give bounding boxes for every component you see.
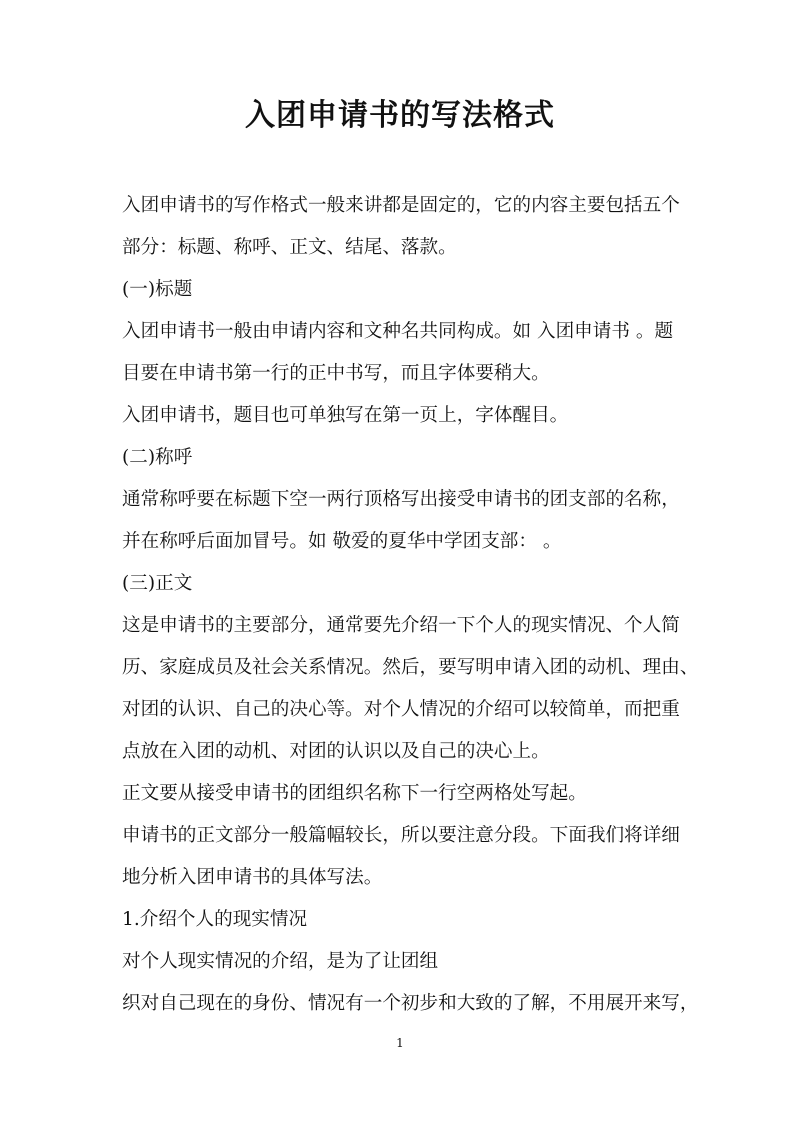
section-heading: (三)正文 <box>122 573 193 594</box>
paragraph-line: 织对自己现在的身份、情况有一个初步和大致的了解，不用展开来写， <box>122 993 699 1014</box>
subsection-heading: 1.介绍个人的现实情况 <box>122 909 308 930</box>
paragraph-line: 入团申请书的写作格式一般来讲都是固定的，它的内容主要包括五个 <box>122 195 680 216</box>
document-body <box>122 185 699 1025</box>
paragraph-line: 地分析入团申请书的具体写法。 <box>122 867 383 888</box>
paragraph-line: 通常称呼要在标题下空一两行顶格写出接受申请书的团支部的名称， <box>122 489 680 510</box>
section-heading: (二)称呼 <box>122 447 193 468</box>
paragraph-line: 对团的认识、自己的决心等。对个人情况的介绍可以较简单，而把重 <box>122 699 680 720</box>
paragraph-line: 入团申请书，题目也可单独写在第一页上，字体醒目。 <box>122 405 569 426</box>
paragraph-line: 部分：标题、称呼、正文、结尾、落款。 <box>122 237 457 258</box>
paragraph-line: 目要在申请书第一行的正中书写，而且字体要稍大。 <box>122 363 550 384</box>
paragraph-line: 点放在入团的动机、对团的认识以及自己的决心上。 <box>122 741 550 762</box>
paragraph-line: 这是申请书的主要部分，通常要先介绍一下个人的现实情况、个人简 <box>122 615 680 636</box>
paragraph-line: 对个人现实情况的介绍，是为了让团组 <box>122 951 439 972</box>
section-heading: (一)标题 <box>122 279 193 300</box>
paragraph-line: 申请书的正文部分一般篇幅较长，所以要注意分段。下面我们将详细 <box>122 825 680 846</box>
paragraph-line: 入团申请书一般由申请内容和文种名共同构成。如 入团申请书 。题 <box>122 321 674 342</box>
paragraph-line: 并在称呼后面加冒号。如 敬爱的夏华中学团支部： 。 <box>122 531 562 552</box>
page-number: 1 <box>396 1036 404 1050</box>
document-title: 入团申请书的写法格式 <box>245 98 555 133</box>
paragraph-line: 正文要从接受申请书的团组织名称下一行空两格处写起。 <box>122 783 587 804</box>
paragraph-line: 历、家庭成员及社会关系情况。然后，要写明申请入团的动机、理由、 <box>122 657 699 678</box>
